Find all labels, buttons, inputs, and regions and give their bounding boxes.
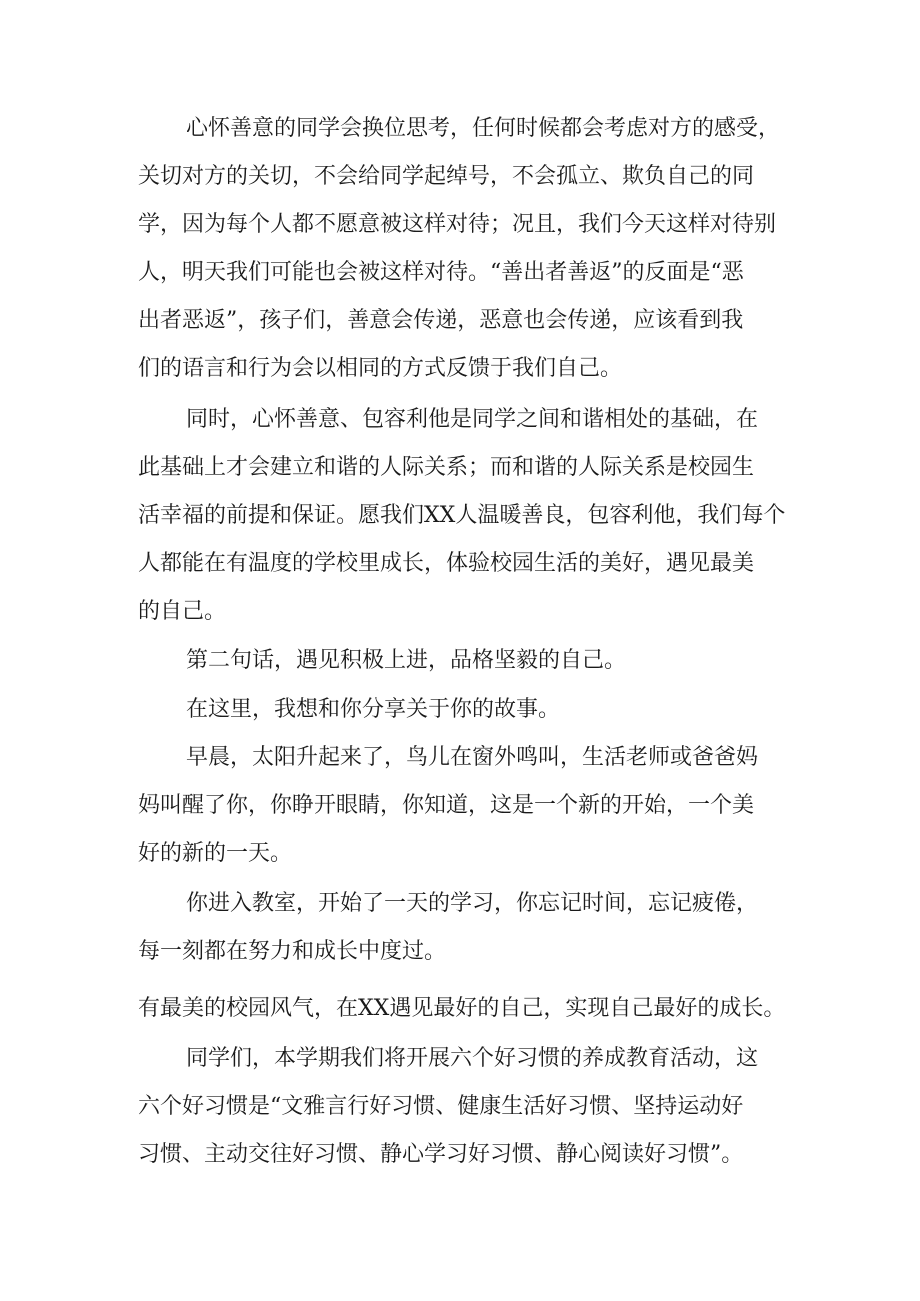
- paragraph-8-line-2: 六个好习惯是“文雅言行好习惯、健康生活好习惯、坚持运动好: [138, 1094, 744, 1119]
- paragraph-1-line-3: 学，因为每个人都不愿意被这样对待；况且，我们今天这样对待别: [138, 212, 777, 237]
- paragraph-2-line-5: 的自己。: [138, 599, 227, 624]
- paragraph-1-line-6: 们的语言和行为会以相同的方式反馈于我们自己。: [138, 356, 623, 381]
- paragraph-8-line-3: 习惯、主动交往好习惯、静心学习好习惯、静心阅读好习惯”。: [138, 1142, 744, 1167]
- paragraph-1-line-2: 关切对方的关切，不会给同学起绰号，不会孤立、欺负自己的同: [138, 164, 755, 189]
- paragraph-1-line-5: 出者恶返”，孩子们，善意会传递，恶意也会传递，应该看到我: [138, 308, 744, 333]
- paragraph-3: 第二句话，遇见积极上进，品格坚毅的自己。: [186, 648, 627, 673]
- paragraph-2-line-3: 活幸福的前提和保证。愿我们XX人温暖善良，包容利他，我们每个: [138, 503, 786, 528]
- paragraph-6-line-2: 每一刻都在努力和成长中度过。: [138, 939, 447, 964]
- paragraph-2-line-2: 此基础上才会建立和谐的人际关系；而和谐的人际关系是校园生: [138, 455, 755, 480]
- paragraph-2-line-4: 人都能在有温度的学校里成长，体验校园生活的美好，遇见最美: [138, 551, 755, 576]
- paragraph-5-line-1: 早晨，太阳升起来了，鸟儿在窗外鸣叫，生活老师或爸爸妈: [186, 745, 759, 770]
- paragraph-5-line-3: 好的新的一天。: [138, 841, 293, 866]
- paragraph-4: 在这里，我想和你分享关于你的故事。: [186, 697, 561, 722]
- paragraph-2-line-1: 同时，心怀善意、包容利他是同学之间和谐相处的基础，在: [186, 407, 759, 432]
- paragraph-5-line-2: 妈叫醒了你，你睁开眼睛，你知道，这是一个新的开始，一个美: [138, 793, 755, 818]
- paragraph-8-line-1: 同学们，本学期我们将开展六个好习惯的养成教育活动，这: [186, 1046, 759, 1071]
- paragraph-1-line-4: 人，明天我们可能也会被这样对待。“善出者善返”的反面是“恶: [138, 260, 744, 285]
- paragraph-1-line-1: 心怀善意的同学会换位思考，任何时候都会考虑对方的感受，: [186, 116, 781, 141]
- paragraph-6-line-1: 你进入教室，开始了一天的学习，你忘记时间，忘记疲倦，: [186, 891, 759, 916]
- paragraph-7: 有最美的校园风气，在XX遇见最好的自己，实现自己最好的成长。: [138, 996, 786, 1021]
